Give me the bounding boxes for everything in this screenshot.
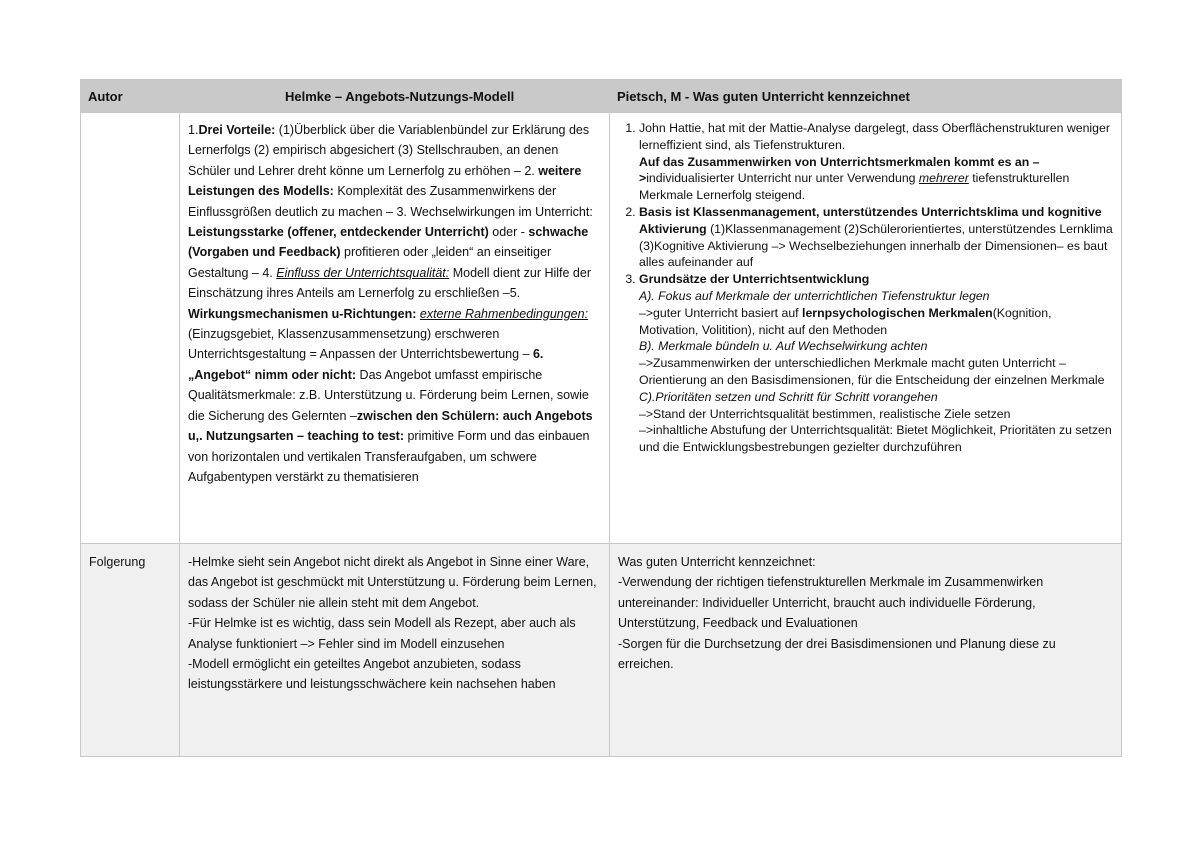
pietsch-i2-bold: Basis ist Klassenmanagement, unterstützendes Unterrichtsklima und kognitive Aktivierung [639,204,1102,236]
pietsch-folgerung-p1: Was guten Unterricht kennzeichnet: [618,555,816,569]
helmke-folgerung-p3: -Modell ermöglicht ein geteiltes Angebot anzubieten, sodass leistungsstärkere und leistungsschwächere kein nachsehen haben [188,657,556,692]
helmke-s3b-bold: schwache (Vorgaben und Feedback) [188,225,589,260]
pietsch-b-ital: B). Merkmale bündeln u. Auf Wechselwirkung achten [639,339,928,354]
header-autor: Autor [81,80,180,113]
helmke-folgerung-p2: -Für Helmke ist es wichtig, dass sein Modell als Rezept, aber auch als Analyse funktioniert –> Fehler sind im Modell einzusehen [188,616,576,651]
helmke-s7-bold: zwischen den Schülern: auch Angebots u,. Nutzungsarten – teaching to test: [188,408,593,444]
helmke-s3-text: oder - [488,225,525,240]
pietsch-folgerung-p2: -Verwendung der richtigen tiefenstrukturellen Merkmale im Zusammenwirken untereinander: Individueller Unterricht, braucht auch individuelle Förderung, Unterstützung, Feedback und Evaluationen [618,575,1044,631]
helmke-s3-bold: Leistungsstarke (offener, entdeckender Unterricht) [188,225,489,240]
pietsch-i3-bold: Grundsätze der Unterrichtsentwicklung [639,272,870,287]
pietsch-list [618,120,1113,456]
pietsch-c-text2: –>inhaltliche Abstufung der Unterrichtsqualität: Bietet Möglichkeit, Prioritäten zu setzen und die Entwicklungsbestrebungen gezielter durchzuführen [639,423,1112,455]
content-row [81,113,1122,544]
row2-label-cell [81,544,180,757]
pietsch-folgerung-p3: -Sorgen für die Durchsetzung der drei Basisdimensionen und Planung diese zu erreichen. [618,636,1056,672]
row2-label: Folgerung [89,555,146,569]
helmke-s6-text: Das Angebot umfasst empirische Qualitätsmerkmale: z.B. Unterstützung u. Förderung beim Lernen, sowie die Sicherung des Gelernten – [188,367,589,423]
helmke-folgerung [180,544,609,695]
helmke-s7-text: primitive Form und das einbauen von horizontalen und vertikalen Transferaufgaben, um schwere Aufgabentypen verstärkt zu thematisieren [188,429,590,484]
pietsch-folgerung-cell [610,544,1122,757]
helmke-content [180,113,609,487]
helmke-s6-bold: 6.„Angebot“ nimm oder nicht: [188,347,544,382]
helmke-s2-bold: weitere Leistungen des Modells: [188,163,582,199]
helmke-s1-bold: Drei Vorteile: [198,123,276,137]
row1-label-cell [81,113,180,544]
helmke-content-cell [180,113,610,544]
pietsch-a-bold: lernpsychologischen Merkmalen [802,305,993,320]
folgerung-row [81,544,1122,757]
pietsch-folgerung [610,544,1121,674]
row1-label [81,113,179,120]
helmke-s1-text: (1)Überblick über die Variablenbündel zur Erklärung des Lernerfolgs (2) empirisch abgesichert (3) Stellschrauben, an denen Schüler und Lehrer dreht könne um Lernerfolg zu erhöhen – 2. [188,123,590,178]
helmke-s5-text: (Einzugsgebiet, Klassenzusammensetzung) erschweren Unterrichtsgestaltung = Anpassen der Unterrichtsbewertung – [188,327,533,362]
helmke-s3b-text: profitieren oder „leiden“ an einseitiger Gestaltung – 4. [188,245,552,280]
pietsch-i2-text: (1)Klassenmanagement (2)Schülerorientiertes, unterstützendes Lernklima (3)Kognitive Aktivierung –> Wechselbeziehungen innerhalb der Dimensionen– es baut alles aufeinander auf [639,221,1113,270]
pietsch-a-text: –>guter Unterricht basiert auf [639,305,803,320]
pietsch-item-1 [639,120,1113,204]
pietsch-i1-bold: Auf das Zusammenwirken von Unterrichtsmerkmalen kommt es an –> [639,154,1040,186]
pietsch-i1-text2: individualisierter Unterricht nur unter Verwendung [646,171,919,186]
header-row [81,80,1122,113]
pietsch-content-cell [610,113,1122,544]
header-pietsch: Pietsch, M - Was guten Unterricht kennzeichnet [610,80,1122,113]
helmke-folgerung-cell [180,544,610,757]
helmke-s2-text: Komplexität des Zusammenwirkens der Einflussgrößen deutlich zu machen – 3. Wechselwirkungen im Unterricht: [188,184,593,219]
helmke-s4-text: Modell dient zur Hilfe der Einschätzung ihres Anteils am Lernerfolg zu erschließen –5. [188,265,591,301]
pietsch-c-text1: –>Stand der Unterrichtsqualität bestimmen, realistische Ziele setzen [639,406,1011,421]
helmke-s5-iu: externe Rahmenbedingungen: [419,306,589,321]
pietsch-a-text2: (Kognition, Motivation, Volitition), nicht auf den Methoden [639,305,1052,337]
pietsch-b-text: –>Zusammenwirken der unterschiedlichen Merkmale macht guten Unterricht – Orientierung an den Basisdimensionen, für die Entscheidung der einzelnen Merkmale [639,356,1105,387]
pietsch-i1-text: John Hattie, hat mit der Mattie-Analyse dargelegt, dass Oberflächenstrukturen weniger lerneffizient sind, als Tiefenstrukturen. [639,121,1110,152]
pietsch-i1-text3: tiefenstrukturellen Merkmale Lernerfolg steigend. [639,171,1070,203]
comparison-table [80,79,1122,757]
pietsch-item-2 [639,204,1113,271]
pietsch-c-ital: C).Prioritäten setzen und Schritt für Schritt vorangehen [639,389,938,404]
helmke-s5-bold: Wirkungsmechanismen u-Richtungen: [188,306,417,321]
helmke-s4-iu: Einfluss der Unterrichtsqualität: [276,265,450,280]
pietsch-item-3 [639,271,1113,456]
helmke-folgerung-p1: -Helmke sieht sein Angebot nicht direkt als Angebot in Sinne einer Ware, das Angebot ist geschmückt mit Unterstützung u. Förderung beim Lernen, sodass der Schüler nie allein steht mit dem Angebot. [188,555,597,610]
pietsch-content [610,113,1121,456]
pietsch-a-ital: A). Fokus auf Merkmale der unterrichtlichen Tiefenstruktur legen [639,288,990,303]
header-helmke: Helmke – Angebots-Nutzungs-Modell [180,80,610,113]
helmke-s1-num: 1. [188,123,199,137]
pietsch-i1-iu: mehrerer [918,171,969,186]
